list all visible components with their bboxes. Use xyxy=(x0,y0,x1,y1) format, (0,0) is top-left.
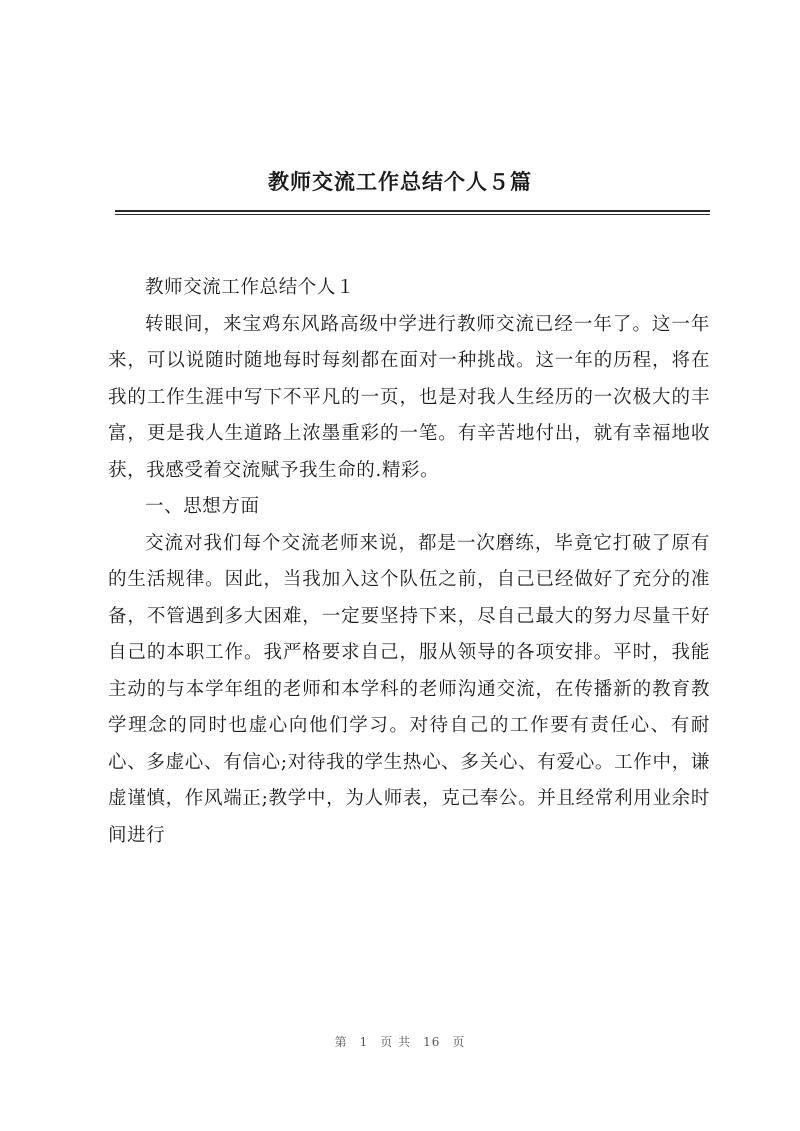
body-paragraph: 交流对我们每个交流老师来说，都是一次磨练，毕竟它打破了原有的生活规律。因此，当我加入这个队伍之前，自己已经做好了充分的准备，不管遇到多大困难，一定要坚持下来，尽自己最大的努力尽量干好自己的本职工作。我严格要求自己，服从领导的各项安排。平时，我能主动的与本学年组的老师和本学科的老师沟通交流，在传播新的教育教学理念的同时也虚心向他们学习。对待自己的工作要有责任心、有耐心、多虚心、有信心;对待我的学生热心、多关心、有爱心。工作中，谦虚谨慎，作风端正;教学中，为人师表，克己奉公。并且经常利用业余时间进行 xyxy=(108,532,710,846)
page-footer xyxy=(0,1033,800,1050)
current-page-number: 1 xyxy=(359,1035,369,1049)
subsection-heading: 一、思想方面 xyxy=(145,496,260,517)
total-pages-number: 16 xyxy=(423,1035,441,1049)
section-heading: 教师交流工作总结个人１ xyxy=(145,277,356,298)
document-body xyxy=(108,270,710,854)
footer-label-pages: 页 xyxy=(452,1035,466,1049)
title-divider xyxy=(115,210,710,212)
title-divider-thin xyxy=(115,214,710,215)
body-paragraph: 转眼间，来宝鸡东风路高级中学进行教师交流已经一年了。这一年来，可以说随时随地每时每刻都在面对一种挑战。这一年的历程，将在我的工作生涯中写下不平凡的一页，也是对我人生经历的一次极大的丰富，更是我人生道路上浓墨重彩的一笔。有辛苦地付出，就有幸福地收获，我感受着交流赋予我生命的.精彩。 xyxy=(108,313,710,481)
footer-label-page: 第 xyxy=(334,1035,348,1049)
document-title: 教师交流工作总结个人５篇 xyxy=(268,169,532,194)
footer-label-of: 页 共 xyxy=(380,1035,412,1049)
